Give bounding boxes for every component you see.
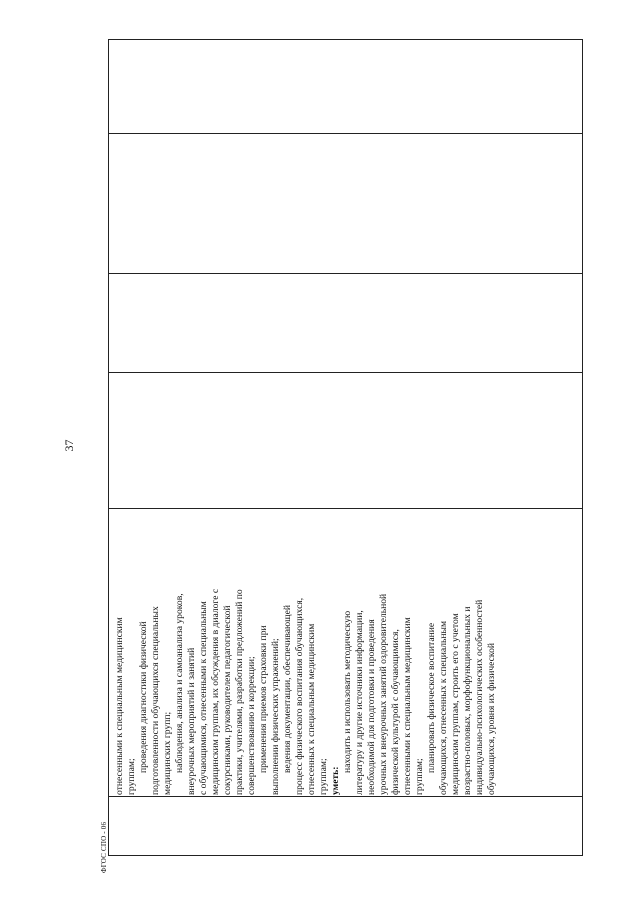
text-line: планировать физическое воспитание	[426, 622, 437, 773]
text-line: находить и использовать методическую	[342, 610, 353, 773]
text-line: с обучающимися, отнесенными к специальным	[198, 601, 209, 795]
text-line: группам;	[318, 758, 329, 795]
text-line: подготовленности обучающихся специальных	[150, 606, 161, 795]
text-line: внеурочных мероприятий и занятий	[186, 647, 197, 795]
text-line: процесс физического воспитания обучающихся,	[294, 597, 305, 795]
text-line: индивидуально-психологических особенностей	[474, 599, 485, 795]
text-line: медицинским группам, их обсуждения в диалоге с	[210, 588, 221, 795]
text-line: практики, учителями, разработки предложений по	[234, 589, 245, 795]
text-line: отнесенных к специальным медицинским	[306, 623, 317, 795]
text-line: отнесенными к специальным медицинским	[114, 617, 125, 795]
text-line: выполнении физических упражнений;	[270, 638, 281, 795]
footer-code: ФГОС СПО - 06	[100, 821, 108, 873]
competency-text-cell	[114, 509, 498, 795]
table-border-right	[582, 39, 583, 856]
table-border-bottom	[108, 855, 583, 856]
column-divider-3	[108, 372, 583, 373]
text-line: урочных и внеурочных занятий оздоровительной	[378, 593, 389, 795]
text-line: обучающихся, отнесенных к специальным	[438, 620, 449, 795]
text-line: литературу и другие источники информации,	[354, 610, 365, 795]
text-line: медицинским группам, строить его с учетом	[450, 613, 461, 795]
text-line: группам;	[126, 758, 137, 795]
text-line: применения приемов страховки при	[258, 625, 269, 773]
text-line: возрастно-половых, морфофункциональных и	[462, 606, 473, 795]
column-divider-5	[108, 796, 583, 797]
table-border-top	[108, 39, 583, 40]
table-border-left	[108, 39, 109, 856]
text-line: физической культурой с обучающимися,	[390, 629, 401, 795]
text-line: сокурсниками, руководителем педагогической	[222, 605, 233, 795]
text-line: медицинских групп;	[162, 711, 173, 795]
text-line: совершенствованию и коррекции;	[246, 656, 257, 795]
text-line: уметь:	[330, 766, 341, 795]
text-line: наблюдения, анализа и самоанализа уроков,	[174, 593, 185, 773]
text-line: проведения диагностики физической	[138, 621, 149, 773]
text-line: ведения документации, обеспечивающей	[282, 605, 293, 773]
text-line: отнесенными к специальным медицинским	[402, 617, 413, 795]
text-line: необходимой для подготовки и проведения	[366, 619, 377, 795]
text-line: обучающихся, уровня их физической	[486, 642, 497, 795]
page-number: 37	[62, 439, 76, 452]
column-divider-1	[108, 133, 583, 134]
column-divider-2	[108, 273, 583, 274]
text-line: группам;	[414, 758, 425, 795]
